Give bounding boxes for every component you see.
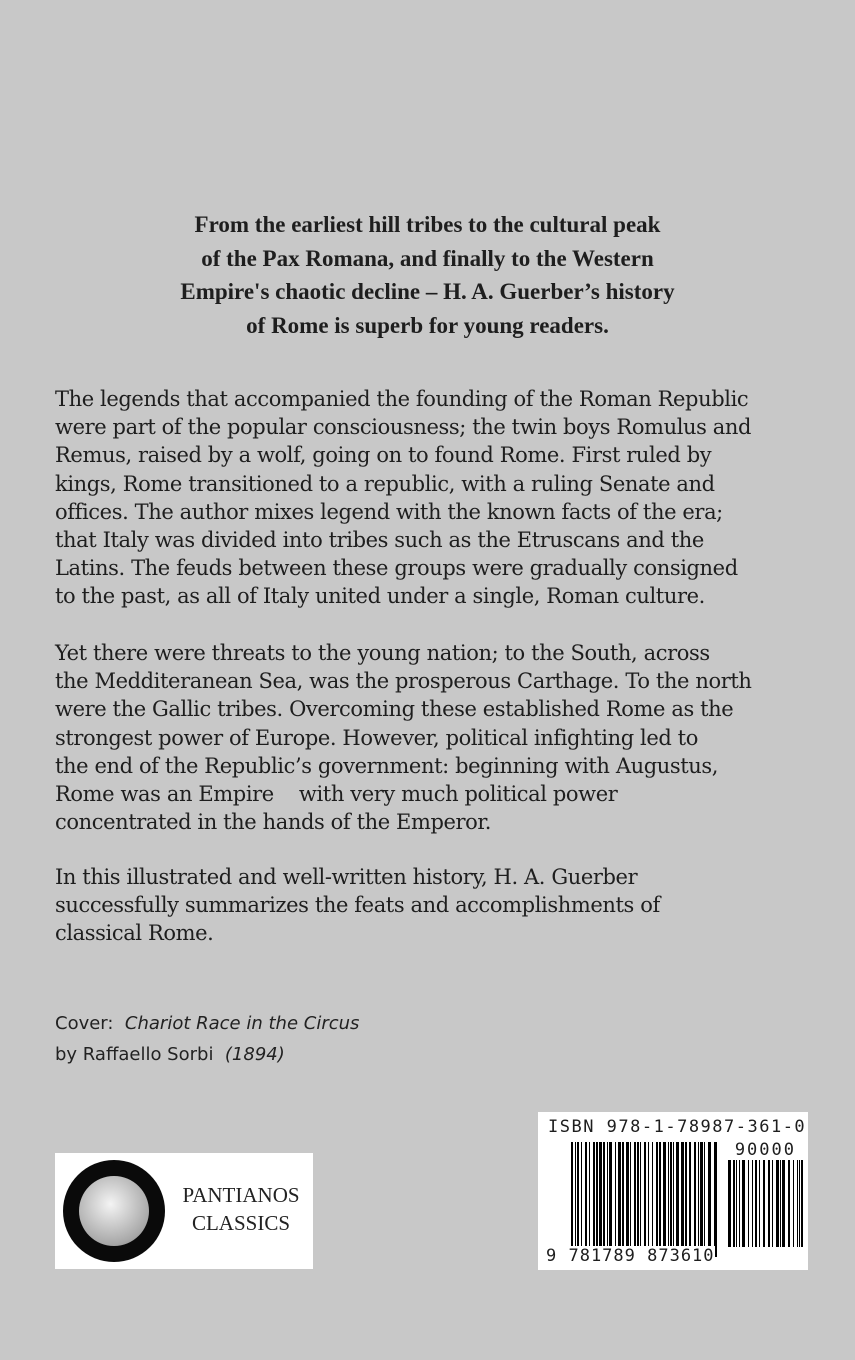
text-line: classical Rome. (55, 921, 214, 946)
painting-title: Chariot Race in the Circus (124, 1013, 360, 1034)
barcode-bar (728, 1160, 731, 1247)
barcode-bar (593, 1142, 595, 1257)
barcode-bar (733, 1160, 735, 1247)
barcode-bar (763, 1160, 765, 1247)
barcode-bar (689, 1142, 691, 1257)
cover-credit (55, 1008, 359, 1070)
coin-icon (63, 1160, 165, 1262)
text-line: that Italy was divided into tribes such as the Etruscans and the (55, 527, 704, 552)
barcode-bar (571, 1142, 573, 1257)
paragraph-2 (55, 639, 752, 836)
barcode-bar (626, 1142, 629, 1257)
cover-label: Cover: (55, 1013, 114, 1034)
barcode-bar (577, 1142, 579, 1257)
intro-line: Empire's chaotic decline – H. A. Guerber’s history (180, 279, 675, 304)
barcode-bar (685, 1142, 687, 1257)
barcode-bar (575, 1142, 576, 1257)
publisher-name-line1: PANTIANOS (182, 1183, 300, 1207)
barcode-bar (793, 1160, 794, 1247)
barcode-bar (676, 1142, 679, 1257)
text-line: Rome was an Empire with very much political power (55, 781, 618, 806)
painting-year: (1894) (224, 1044, 285, 1065)
barcode-bar (782, 1160, 785, 1247)
barcode-bar (780, 1160, 781, 1247)
barcode-bar (768, 1160, 770, 1247)
barcode-bar (581, 1142, 582, 1257)
paragraph-3 (55, 863, 660, 948)
barcode-bar (637, 1142, 639, 1257)
barcode-bar (652, 1142, 653, 1257)
barcode-bar (603, 1142, 605, 1257)
isbn-text: ISBN 978-1-78987-361-0 (548, 1117, 807, 1137)
barcode-bar (739, 1160, 740, 1247)
barcode-bar (630, 1142, 631, 1257)
publisher-name-line2: CLASSICS (191, 1211, 291, 1235)
barcode-bar (776, 1160, 779, 1247)
barcode-bar (714, 1142, 717, 1257)
intro-line: From the earliest hill tribes to the cultural peak (194, 212, 661, 237)
text-line: strongest power of Europe. However, political infighting led to (55, 725, 698, 750)
barcode-bar (694, 1142, 696, 1257)
barcode-bar (736, 1160, 737, 1247)
barcode-bar (648, 1142, 649, 1257)
barcode-bar (644, 1142, 646, 1257)
publisher-logo (55, 1153, 313, 1269)
barcode-bar (670, 1142, 672, 1257)
text-line: the Medditeranean Sea, was the prosperous Carthage. To the north (55, 669, 752, 694)
barcode-bar (748, 1160, 749, 1247)
barcode-bar (656, 1142, 658, 1257)
barcode-bar (772, 1160, 773, 1247)
barcode-bar (599, 1142, 602, 1257)
barcode-bar (673, 1142, 674, 1257)
intro-line: of Rome is superb for young readers. (246, 312, 609, 338)
barcode-bar (640, 1142, 641, 1257)
barcode-bar (596, 1142, 598, 1257)
barcode-bar (609, 1142, 612, 1257)
text-line: Latins. The feuds between these groups were gradually consigned (55, 556, 738, 581)
barcode-bar (708, 1142, 711, 1257)
artist: by Raffaello Sorbi (55, 1044, 214, 1065)
isbn-barcode (538, 1112, 808, 1270)
barcode-bar (607, 1142, 608, 1257)
text-line: concentrated in the hands of the Emperor. (55, 810, 492, 835)
barcode-bar (615, 1142, 616, 1257)
text-line: The legends that accompanied the founding of the Roman Republic (55, 387, 749, 411)
barcode-bar (668, 1142, 669, 1257)
text-line: were the Gallic tribes. Overcoming these established Rome as the (55, 697, 734, 722)
barcode-bar (704, 1142, 705, 1257)
barcode-bar (659, 1142, 661, 1257)
intro-line: of the Pax Romana, and finally to the Western (201, 245, 654, 271)
blurb-intro (0, 208, 855, 342)
paragraph-1 (55, 385, 751, 611)
barcode-bar (589, 1142, 590, 1257)
barcode-bar (759, 1160, 760, 1247)
barcode-bar (797, 1160, 798, 1247)
barcode-bar (799, 1160, 800, 1247)
barcode-bar (622, 1142, 624, 1257)
text-line: were part of the popular consciousness; the twin boys Romulus and (55, 415, 752, 440)
barcode-bar (634, 1142, 636, 1257)
barcode-bar (788, 1160, 790, 1247)
barcode-bar (681, 1142, 684, 1257)
barcode-bar (801, 1160, 803, 1247)
text-line: offices. The author mixes legend with the known facts of the era; (55, 499, 723, 524)
barcode-bar (752, 1160, 753, 1247)
ean-number: 9 781789 873610 (546, 1246, 715, 1266)
barcode-bar (698, 1142, 699, 1257)
barcode-bar (663, 1142, 666, 1257)
text-line: In this illustrated and well-written history, H. A. Guerber (55, 865, 638, 889)
text-line: the end of the Republic’s government: beginning with Augustus, (55, 753, 719, 778)
addon-number: 90000 (734, 1140, 796, 1160)
text-line: to the past, as all of Italy united under a single, Roman culture. (55, 584, 705, 609)
text-line: Remus, raised by a wolf, going on to found Rome. First ruled by (55, 443, 712, 468)
barcode-bar (742, 1160, 745, 1247)
barcode-bar (755, 1160, 757, 1247)
barcode-bar (585, 1142, 587, 1257)
barcode-bar (618, 1142, 621, 1257)
text-line: kings, Rome transitioned to a republic, with a ruling Senate and (55, 471, 715, 496)
text-line: Yet there were threats to the young nation; to the South, across (55, 641, 710, 665)
barcode-bar (700, 1142, 703, 1257)
text-line: successfully summarizes the feats and accomplishments of (55, 893, 660, 918)
